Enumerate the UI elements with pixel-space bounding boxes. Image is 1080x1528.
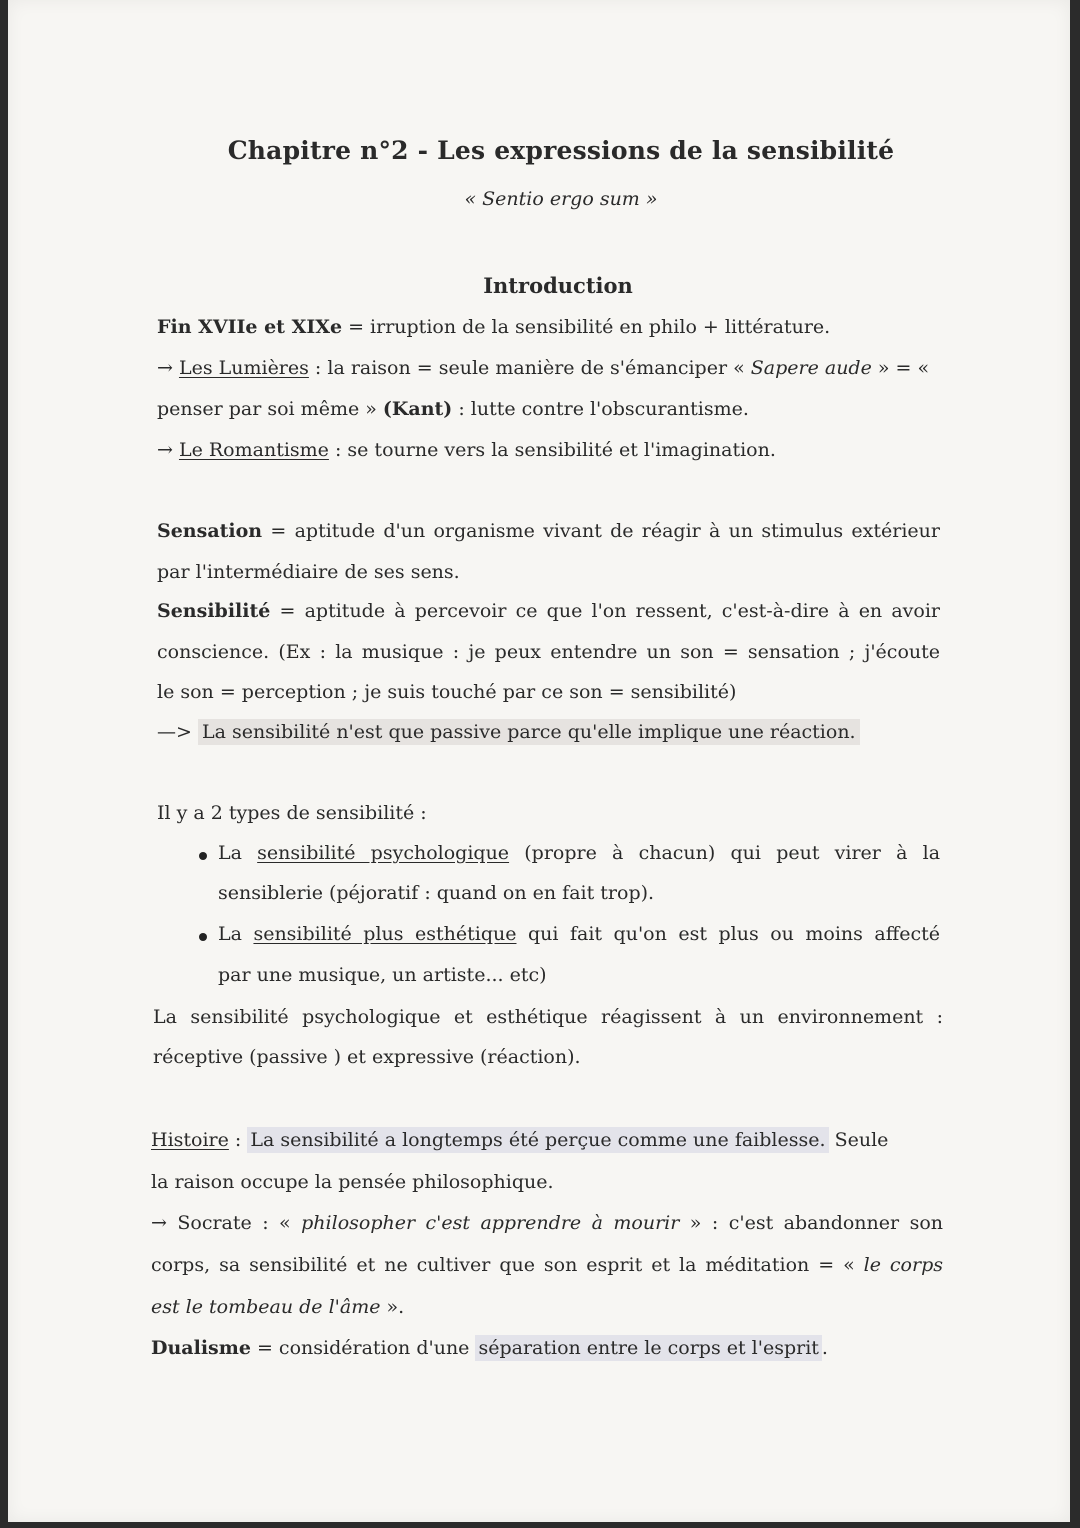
types-summary-2: réceptive (passive ) et expressive (réaction). [153,1046,581,1068]
intro-line-2-end: » = « [871,357,930,379]
lumieres-label: Les Lumières [178,357,309,379]
bullet-icon [199,933,207,941]
type-1-cont: sensiblerie (péjoratif : quand on en fait trop). [218,882,655,904]
bullet-icon [199,852,207,860]
socrate-line [151,1212,943,1234]
type-2-term: sensibilité plus esthétique [253,923,517,945]
socrate-quote-2: le corps [863,1254,943,1276]
intro-line-3 [157,398,749,420]
type-2-prefix: La [218,923,254,945]
document-page [8,0,1070,1522]
types-intro: Il y a 2 types de sensibilité : [157,802,427,824]
dualisme-line [151,1337,828,1359]
socrate-line-3 [151,1296,404,1318]
intro-line-2-text: : la raison = seule manière de s'émanciper « [308,357,751,379]
definition-sensibilite [157,600,940,622]
dualisme-end: . [821,1337,828,1359]
definition-sensation-text: = aptitude d'un organisme vivant de réagir à un stimulus extérieur [262,520,940,542]
type-1 [218,842,940,864]
type-2 [218,923,940,945]
latin-quote: Sapere aude [750,357,872,379]
highlighted-history: La sensibilité a longtemps été perçue comme une faiblesse. [247,1127,828,1153]
intro-line-4-text: : se tourne vers la sensibilité et l'imagination. [328,439,776,461]
page-title: Chapitre n°2 - Les expressions de la sensibilité [227,136,895,165]
kant-reference: (Kant) [382,398,453,420]
intro-line-3-text: penser par soi même » [157,398,383,420]
history-sep: : [228,1129,248,1151]
socrate-cont: corps, sa sensibilité et ne cultiver que son esprit et la méditation = « [151,1254,864,1276]
romantisme-label: Le Romantisme [178,439,329,461]
type-1-term: sensibilité psychologique [257,842,510,864]
period-label: Fin XVIIe et XIXe [157,316,343,338]
intro-line-1 [157,316,830,338]
definition-sensation [157,520,940,542]
arrow-icon: → [157,439,179,461]
dualisme-text: = considération d'une [250,1337,476,1359]
definition-sensibilite-text: = aptitude à percevoir ce que l'on ressent, c'est-à-dire à en avoir [270,600,940,622]
type-1-text: (propre à chacun) qui peut virer à la [509,842,941,864]
intro-line-3-end: : lutte contre l'obscurantisme. [452,398,749,420]
definition-sensibilite-cont-1: conscience. (Ex : la musique : je peux entendre un son = sensation ; j'écoute [157,641,940,663]
conclusion-line [157,721,860,743]
history-line-2: la raison occupe la pensée philosophique. [151,1171,554,1193]
term-dualisme: Dualisme [151,1337,251,1359]
type-2-cont: par une musique, un artiste... etc) [218,964,547,986]
highlighted-conclusion: La sensibilité n'est que passive parce qu'elle implique une réaction. [198,719,860,745]
history-line-1 [151,1129,888,1151]
history-line-1-end: Seule [828,1129,889,1151]
history-label: Histoire [151,1129,229,1151]
socrate-quote: philosopher c'est apprendre à mourir [301,1212,680,1234]
type-1-prefix: La [218,842,258,864]
section-heading-introduction: Introduction [483,273,633,298]
intro-line-2 [157,357,929,379]
arrow-icon: —> [157,721,198,743]
definition-sensation-cont: par l'intermédiaire de ses sens. [157,561,460,583]
motto: « Sentio ergo sum » [464,188,658,210]
term-sensibilite: Sensibilité [157,600,271,622]
highlighted-dualisme: séparation entre le corps et l'esprit [475,1335,821,1361]
socrate-line-3-end: ». [380,1296,405,1318]
types-summary-1: La sensibilité psychologique et esthétique réagissent à un environnement : [153,1006,943,1028]
socrate-quote-3: est le tombeau de l'âme [151,1296,381,1318]
socrate-prefix: → Socrate : « [151,1212,302,1234]
intro-line-4 [157,439,776,461]
type-2-text: qui fait qu'on est plus ou moins affecté [516,923,940,945]
socrate-line-2 [151,1254,943,1276]
socrate-line-end: » : c'est abandonner son [679,1212,943,1234]
arrow-icon: → [157,357,179,379]
intro-line-1-text: = irruption de la sensibilité en philo + littérature. [342,316,831,338]
definition-sensibilite-cont-2: le son = perception ; je suis touché par ce son = sensibilité) [157,681,737,703]
term-sensation: Sensation [157,520,263,542]
